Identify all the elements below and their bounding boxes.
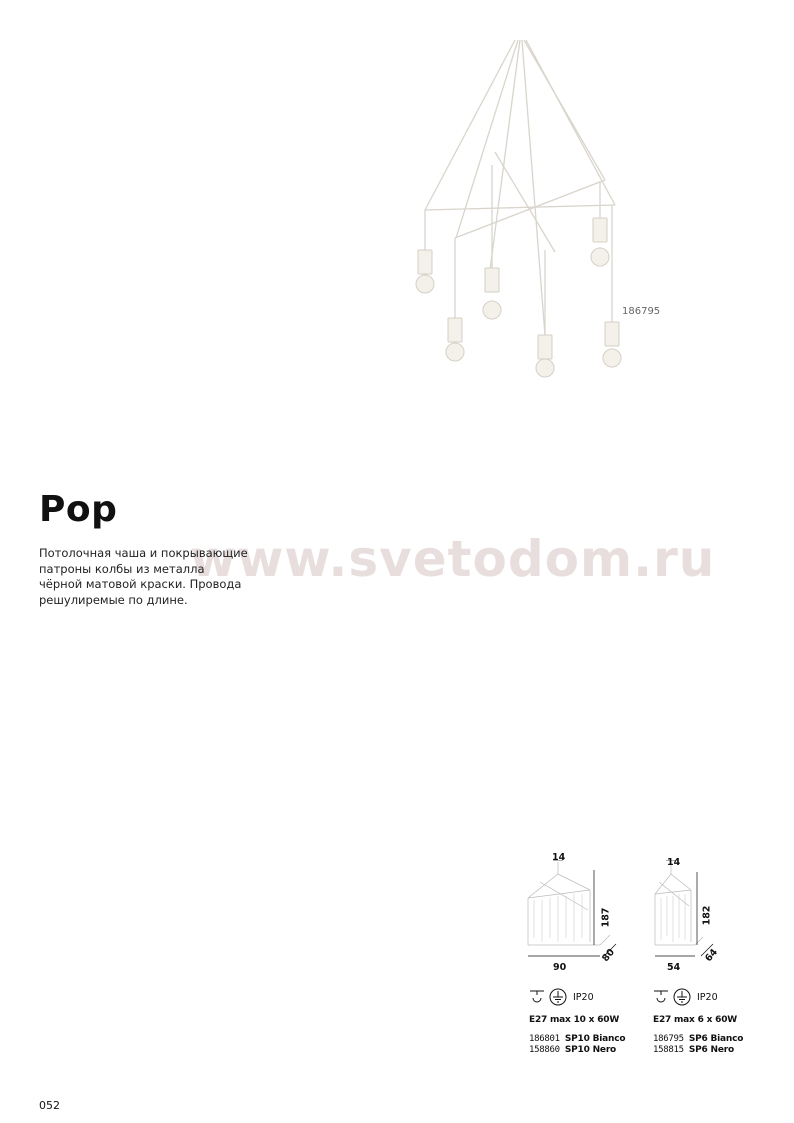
sp10-ip-rating: IP20 <box>573 992 594 1003</box>
ground-symbol-icon <box>549 988 567 1006</box>
description-line: патроны колбы из металла <box>39 561 205 576</box>
product-variant-name: SP10 Nero <box>564 1045 617 1055</box>
sp6-lamp-spec <box>653 1015 737 1025</box>
product-variant-name: SP6 Bianco <box>688 1034 744 1044</box>
description-line: Потолочная чаша и покрывающие <box>39 546 248 560</box>
sp6-code-row <box>653 1045 734 1055</box>
sp6-ip-rating: IP20 <box>697 992 718 1003</box>
product-code: 158860 <box>529 1045 560 1055</box>
product-code: 186795 <box>653 1034 684 1044</box>
product-variant-name: SP10 Bianco <box>564 1034 626 1044</box>
product-code: 186801 <box>529 1034 560 1044</box>
sp6-width-dimension: 54 <box>667 962 681 973</box>
page-number: 052 <box>39 1099 60 1112</box>
product-title: Pop <box>39 489 118 530</box>
sp6-height-dimension: 182 <box>701 905 713 926</box>
sp10-code-row <box>529 1045 616 1055</box>
sp6-code-row <box>653 1034 743 1044</box>
sp6-lamp-spec-text: E27 max 6 x 60W <box>653 1015 737 1025</box>
description-line: решулиремые по длине. <box>39 592 188 607</box>
sp10-top-dimension: 14 <box>552 852 566 863</box>
product-photo <box>400 30 670 390</box>
sp10-lamp-spec-text: E27 max 10 x 60W <box>529 1015 620 1025</box>
sp10-height-dimension: 187 <box>600 907 612 928</box>
ground-symbol-icon <box>673 988 691 1006</box>
sp10-depth-dimension: 80 <box>600 946 618 965</box>
watermark: www.svetodom.ru <box>190 530 716 588</box>
sp10-width-dimension: 90 <box>553 962 567 973</box>
sp10-code-row <box>529 1034 625 1044</box>
product-code: 158815 <box>653 1045 684 1055</box>
sp10-lamp-spec <box>529 1015 619 1025</box>
ceiling-mount-icon <box>529 989 545 1005</box>
description-line: чёрной матовой краски. Провода <box>39 577 242 591</box>
photo-product-code: 186795 <box>622 306 661 317</box>
sp6-dimension-drawing <box>645 860 725 960</box>
product-description <box>39 546 249 608</box>
ceiling-mount-icon <box>653 989 669 1005</box>
sp6-top-dimension: 14 <box>667 857 681 868</box>
sp6-depth-dimension: 64 <box>703 946 721 965</box>
product-variant-name: SP6 Nero <box>688 1045 734 1055</box>
